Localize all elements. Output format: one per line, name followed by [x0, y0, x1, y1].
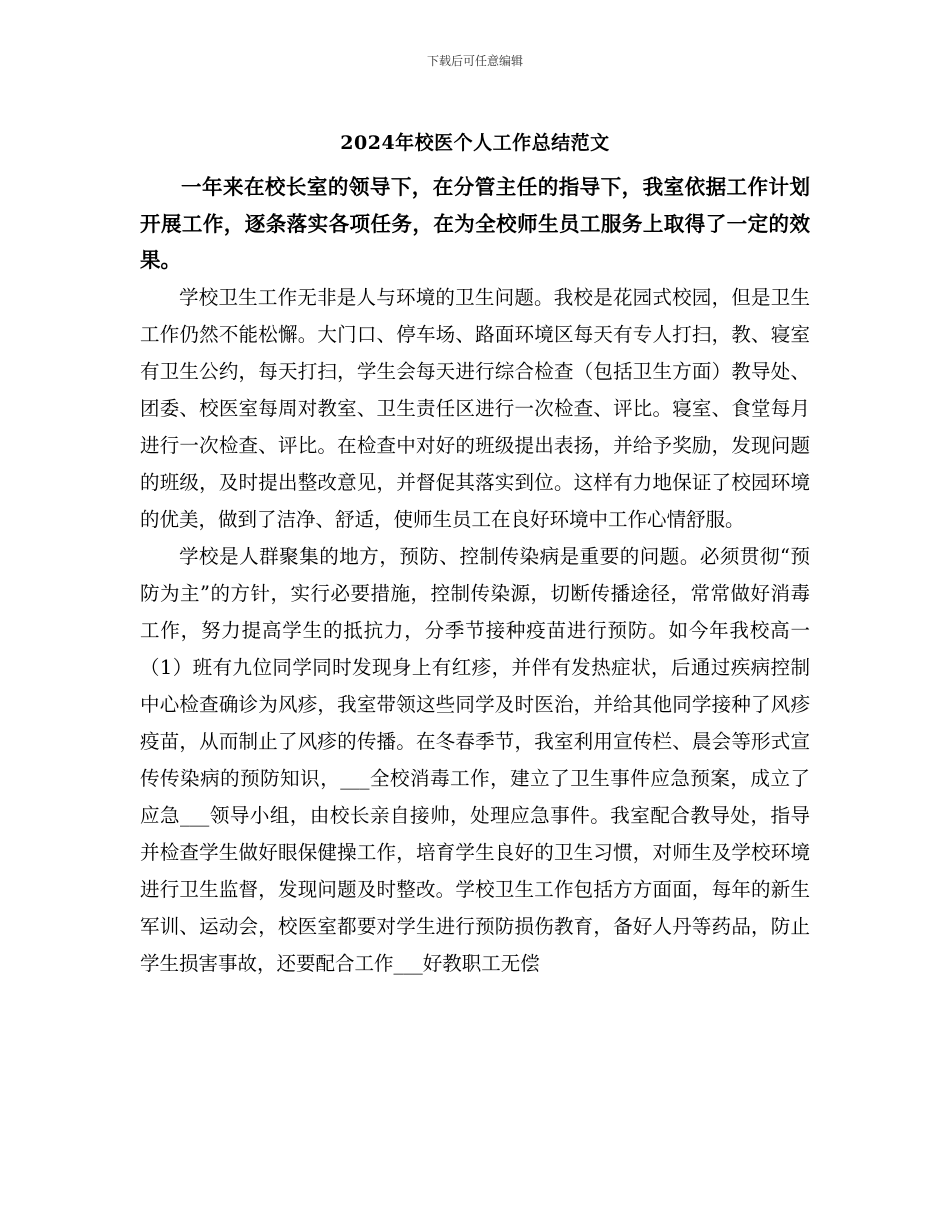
body-paragraph-disease-prevention: 学校是人群聚集的地方，预防、控制传染病是重要的问题。必须贯彻“预防为主”的方针，实行必要措施，控制传染源，切断传播途径，常常做好消毒工作，努力提高学生的抵抗力，分季节接种疫苗进行预防。如今年我校高一（1）班有九位同学同时发现身上有红疹，并伴有发热症状，后通过疾病控制中心检查确诊为风疹，我室带领这些同学及时医治，并给其他同学接种了风疹疫苗，从而制止了风疹的传播。在冬春季节，我室利用宣传栏、晨会等形式宣传传染病的预防知识，___全校消毒工作，建立了卫生事件应急预案，成立了应急___领导小组，由校长亲自接帅，处理应急事件。我室配合教导处，指导并检查学生做好眼保健操工作，培育学生良好的卫生习惯，对师生及学校环境进行卫生监督，发现问题及时整改。学校卫生工作包括方方面面，每年的新生军训、运动会，校医室都要对学生进行预防损伤教育，备好人丹等药品，防止学生损害事故，还要配合工作___好教职工无偿 [140, 544, 810, 975]
lead-paragraph: 一年来在校长室的领导下，在分管主任的指导下，我室依据工作计划开展工作，逐条落实各项任务，在为全校师生员工服务上取得了一定的效果。 [140, 175, 810, 272]
document-body [140, 169, 810, 982]
header-note: 下载后可任意编辑 [426, 54, 523, 68]
body-paragraph-hygiene: 学校卫生工作无非是人与环境的卫生问题。我校是花园式校园，但是卫生工作仍然不能松懈。大门口、停车场、路面环境区每天有专人打扫，教、寝室有卫生公约，每天打扫，学生会每天进行综合检查（包括卫生方面）教导处、团委、校医室每周对教室、卫生责任区进行一次检查、评比。寝室、食堂每月进行一次检查、评比。在检查中对好的班级提出表扬，并给予奖励，发现问题的班级，及时提出整改意见，并督促其落实到位。这样有力地保证了校园环境的优美，做到了洁净、舒适，使师生员工在良好环境中工作心情舒服。 [140, 285, 810, 531]
document-title: 2024年校医个人工作总结范文 [340, 132, 610, 154]
